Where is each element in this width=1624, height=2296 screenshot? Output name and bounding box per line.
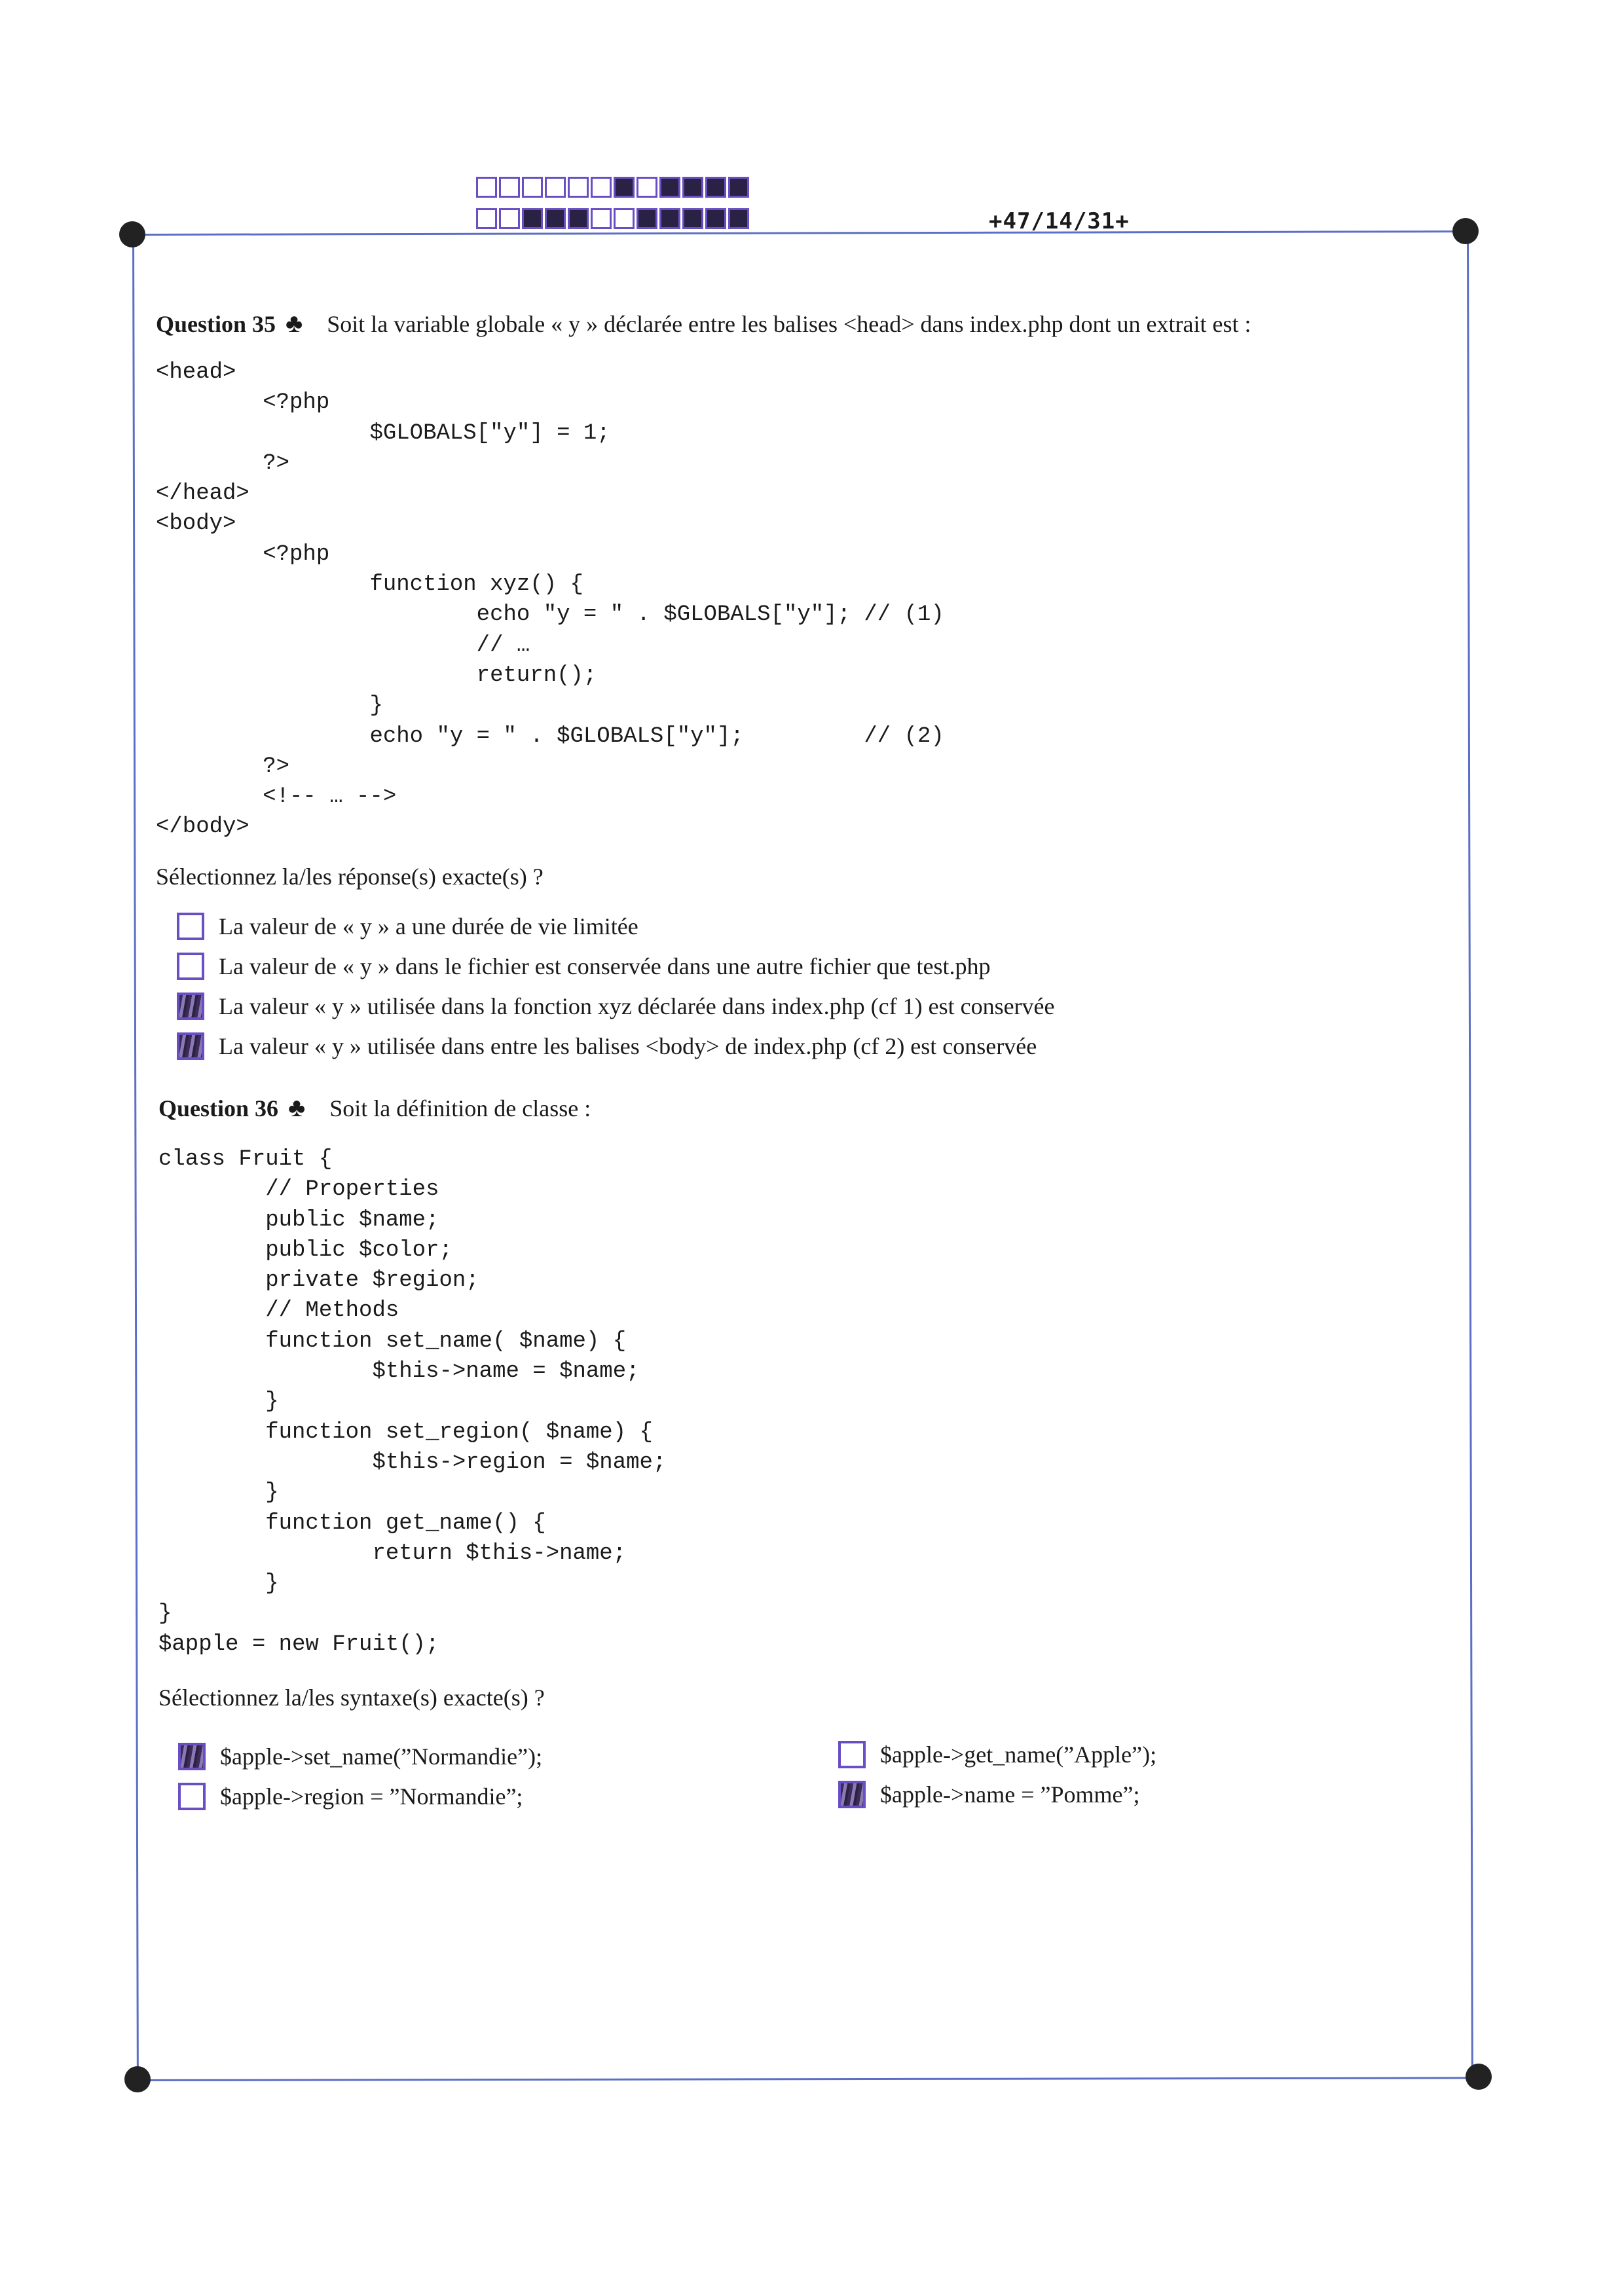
- code-bit: [682, 208, 703, 229]
- code-bit: [568, 208, 589, 229]
- q36-choice-3-label: $apple->get_name(”Apple”);: [880, 1741, 1157, 1768]
- question-36-header: [158, 1092, 591, 1123]
- q36-choice-4[interactable]: [838, 1781, 1139, 1808]
- question-36-statement: Soit la définition de classe :: [329, 1095, 591, 1121]
- code-bit: [568, 177, 589, 198]
- q35-checkbox-1[interactable]: [177, 913, 204, 940]
- code-bit: [637, 208, 657, 229]
- q35-checkbox-3[interactable]: [177, 993, 204, 1020]
- question-35-statement: Soit la variable globale « y » déclarée entre les balises <head> dans index.php dont un extrait est :: [327, 311, 1251, 337]
- frame-top-line: [132, 230, 1468, 236]
- code-bit: [545, 208, 566, 229]
- question-35-header: [156, 308, 1251, 338]
- club-icon: ♣: [286, 308, 303, 338]
- binary-code-row-2: [476, 208, 751, 229]
- question-36-prompt: Sélectionnez la/les syntaxe(s) exacte(s) ?: [158, 1685, 545, 1711]
- q35-checkbox-2[interactable]: [177, 953, 204, 980]
- q36-checkbox-2[interactable]: [178, 1783, 206, 1810]
- club-icon: ♣: [288, 1093, 306, 1122]
- q35-choice-4[interactable]: [177, 1032, 1037, 1060]
- q36-choice-2[interactable]: [178, 1783, 523, 1810]
- q36-choice-4-label: $apple->name = ”Pomme”;: [880, 1781, 1140, 1808]
- code-bit: [499, 208, 520, 229]
- binary-code-row-1: [476, 177, 751, 198]
- code-bit: [614, 208, 635, 229]
- corner-marker-top-left: [119, 221, 145, 247]
- q36-checkbox-3[interactable]: [838, 1741, 866, 1768]
- corner-marker-bottom-right: [1466, 2064, 1492, 2090]
- q36-choice-2-label: $apple->region = ”Normandie”;: [220, 1783, 523, 1810]
- question-35-code: <head> <?php $GLOBALS["y"] = 1; ?> </head> <body> <?php function xyz() { echo "y = " . $GLOBALS["y"]; // (1) // … return(); } echo "y = " . $GLOBALS["y"]; // (2) ?> <!-- … --> </body>: [156, 360, 944, 840]
- q35-choice-4-label: La valeur « y » utilisée dans entre les balises <body> de index.php (cf 2) est conservée: [219, 1033, 1037, 1059]
- q35-choice-2-label: La valeur de « y » dans le fichier est conservée dans une autre fichier que test.php: [219, 953, 991, 979]
- code-bit: [476, 177, 497, 198]
- question-36-title: Question 36: [158, 1095, 279, 1121]
- q36-choice-3[interactable]: [838, 1741, 1156, 1768]
- q35-choice-1[interactable]: [177, 913, 638, 940]
- code-bit: [705, 177, 726, 198]
- q35-choice-2[interactable]: [177, 953, 991, 980]
- code-bit: [499, 177, 520, 198]
- code-bit: [522, 208, 543, 229]
- code-bit: [637, 177, 657, 198]
- code-bit: [591, 177, 612, 198]
- code-bit: [545, 177, 566, 198]
- code-bit: [659, 177, 680, 198]
- q36-choice-1[interactable]: [178, 1743, 542, 1770]
- page-id: +47/14/31+: [989, 208, 1130, 234]
- frame-left-line: [132, 235, 139, 2080]
- q35-choice-3[interactable]: [177, 993, 1055, 1020]
- q36-checkbox-1[interactable]: [178, 1743, 206, 1770]
- question-36-code: class Fruit { // Properties public $name; public $color; private $region; // Methods function set_name( $name) { $this->name = $name; } function set_region( $name) { $this->region = $name; } function get_name() { return $this->name; } } $apple = new Fruit();: [158, 1147, 667, 1657]
- code-bit: [705, 208, 726, 229]
- code-bit: [682, 177, 703, 198]
- code-bit: [728, 208, 749, 229]
- corner-marker-top-right: [1452, 218, 1479, 244]
- corner-marker-bottom-left: [124, 2066, 151, 2092]
- question-35-prompt: Sélectionnez la/les réponse(s) exacte(s) ?: [156, 864, 544, 890]
- code-bit: [476, 208, 497, 229]
- q36-choice-1-label: $apple->set_name(”Normandie”);: [220, 1743, 543, 1770]
- q35-choice-3-label: La valeur « y » utilisée dans la fonction xyz déclarée dans index.php (cf 1) est conservée: [219, 993, 1055, 1019]
- q36-checkbox-4[interactable]: [838, 1781, 866, 1808]
- question-35-title: Question 35: [156, 311, 276, 337]
- code-bit: [614, 177, 635, 198]
- q35-checkbox-4[interactable]: [177, 1032, 204, 1060]
- frame-bottom-line: [138, 2077, 1480, 2081]
- code-bit: [728, 177, 749, 198]
- frame-right-line: [1467, 232, 1473, 2079]
- code-bit: [522, 177, 543, 198]
- q35-choice-1-label: La valeur de « y » a une durée de vie limitée: [219, 913, 638, 939]
- code-bit: [659, 208, 680, 229]
- code-bit: [591, 208, 612, 229]
